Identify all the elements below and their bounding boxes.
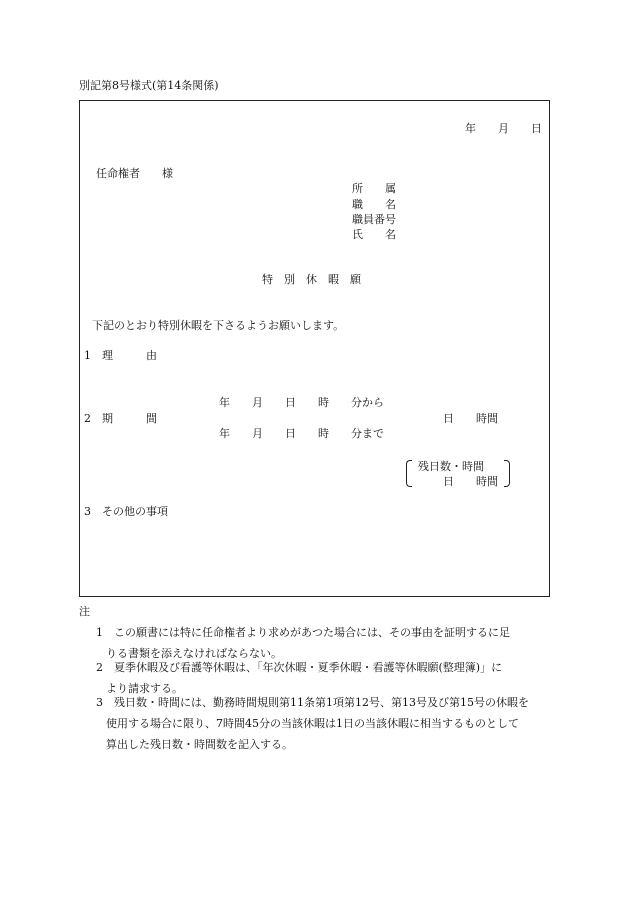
note-text: 夏季休暇及び看護等休暇は、「年次休暇・夏季休暇・看護等休暇願(整理簿)」に [114,661,503,674]
item-period: 2 期 間 [84,412,157,425]
note-text: りる書類を添えなければならない。 [106,647,282,660]
remaining-title: 残日数・時間 [418,460,484,473]
addressee: 任命権者 様 [96,167,173,180]
item-reason: 1 理 由 [84,349,157,362]
date-line: 年 月 日 [465,122,542,135]
note-number: 1 [96,626,103,639]
right-bracket [504,460,510,487]
note-text: より請求する。 [106,682,183,695]
note-text: この願書には特に任命権者より求めがあつた場合には、その事由を証明するに足 [114,626,510,639]
period-from: 年 月 日 時 分から [219,396,384,409]
left-bracket [406,460,412,487]
note-text: 算出した残日数・時間数を記入する。 [106,738,293,751]
form-title: 特 別 休 暇 願 [262,273,361,286]
note-number: 2 [96,661,103,674]
period-to: 年 月 日 時 分まで [219,427,384,440]
department-label: 所 属 [352,182,396,195]
job-title-label: 職 名 [352,198,396,211]
form-label: 別記第8号様式(第14条関係) [79,79,219,92]
note-3 [96,692,548,755]
period-total: 日 時間 [443,412,498,425]
intro-text: 下記のとおり特別休暇を下さるようお願いします。 [92,319,345,332]
notes-heading: 注 [79,605,90,618]
item-other: 3 その他の事項 [84,505,168,518]
note-number: 3 [96,696,103,709]
note-text: 使用する場合に限り、7時間45分の当該休暇は1日の当該休暇に相当するものとして [106,717,519,730]
name-label: 氏 名 [352,228,396,241]
employee-number-label: 職員番号 [352,213,396,226]
remaining-value: 日 時間 [443,475,498,488]
note-text: 残日数・時間には、勤務時間規則第11条第1項第12号、第13号及び第15号の休暇を [114,696,529,709]
